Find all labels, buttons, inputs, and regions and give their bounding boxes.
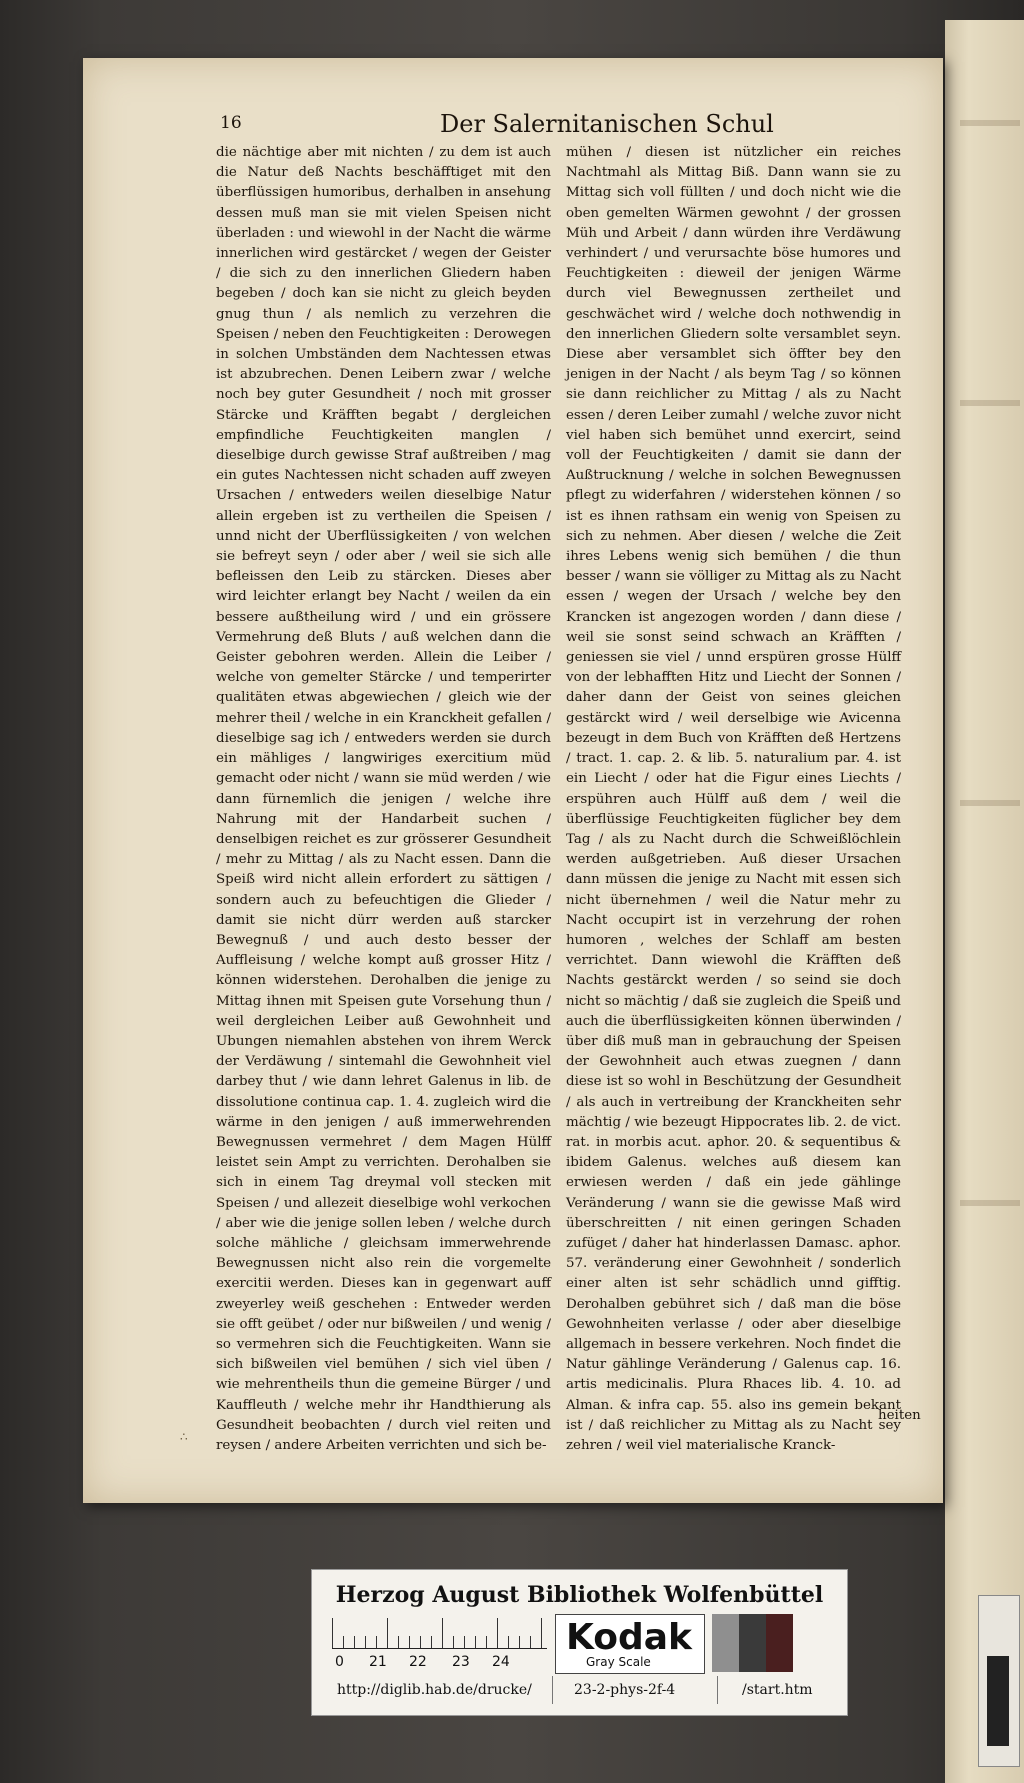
margin-mark: ∴	[180, 1430, 188, 1444]
library-title: Herzog August Bibliothek Wolfenbüttel	[335, 1582, 824, 1608]
catchword: heiten	[878, 1408, 921, 1423]
page-number: 16	[220, 113, 242, 133]
ruler-number: 24	[492, 1654, 510, 1670]
gray-swatch	[712, 1614, 739, 1672]
kodak-brand: Kodak	[566, 1617, 692, 1658]
source-url: http://diglib.hab.de/drucke/	[337, 1682, 532, 1698]
ruler-number: 21	[369, 1654, 387, 1670]
kodak-logo	[555, 1614, 705, 1674]
ruler-number: 23	[452, 1654, 470, 1670]
edge-ghost-line	[960, 400, 1020, 406]
divider	[552, 1676, 553, 1704]
edge-ghost-line	[960, 1200, 1020, 1206]
kodak-subtitle: Gray Scale	[586, 1655, 651, 1669]
edge-ghost-line	[960, 120, 1020, 126]
text-column-right: mühen / diesen ist nützlicher ein reiches Nachtmahl als Mittag Biß. Dann wann sie zu Mittag sich voll füllten / und doch nicht wie die oben gemelten Wärmen gewohnt / der grossen Müh und Arbeit / dann würden ihre Verdäwung verhindert / und verursachte böse humores und Feuchtigkeiten : dieweil der jenigen Wärme durch viel Bewegnussen zertheilet und geschwächet wird / welche doch nothwendig in den innerlichen Gliedern solte versamblet seyn. Diese aber versamblet sich öffter bey den jenigen in der Nacht / als beym Tag / so können sie dann reichlicher zu Mittag / als zu Nacht essen / deren Leiber zumahl / welche zuvor nicht viel haben sich bemühet unnd exercirt, seind voll der Feuchtigkeiten / damit sie dann der Außtrucknung / welche in solchen Bewegnussen pflegt zu widerfahren / widerstehen können / so ist es ihnen rathsam ein wenig von Speisen zu sich zu nehmen. Aber diesen / welche die Zeit ihres Lebens wenig sich bemühen / die thun besser / wann sie völliger zu Mittag als zu Nacht essen / wegen der Ursach / welche bey den Krancken ist angezogen worden / dann diese / weil sie sonst seind schwach an Kräfften / geniessen sie viel / unnd erspüren grosse Hülff von der lebhafften Hitz und Liecht der Sonnen / daher dann der Geist von seines gleichen gestärckt wird / weil derselbige wie Avicenna bezeugt in dem Buch von Kräfften deß Hertzens / tract. 1. cap. 2. & lib. 5. naturalium par. 4. ist ein Liecht / oder hat die Figur eines Liechts / erspühren auch Hülff auß dem / weil die überflüssige Feuchtigkeiten füglicher bey dem Tag / als zu Nacht durch die Schweißlöchlein werden außgetrieben. Auß dieser Ursachen dann müssen die jenige zu Nacht mit essen sich nicht übernehmen / weil die Natur mehr zu Nacht occupirt ist in verzehrung der rohen humoren , welches der Schlaff am besten verrichtet. Dann wiewohl die Kräfften deß Nachts gestärckt werden / so seind sie doch nicht so mächtig / daß sie zugleich die Speiß und auch die überflüssigkeiten können überwinden / über diß muß man in gebrauchung der Speisen der Gewohnheit auch etwas zuegnen / dann diese ist so wohl in Beschützung der Gesundheit / als auch in vertreibung der Kranckheiten sehr mächtig / wie bezeugt Hippocrates lib. 2. de vict. rat. in morbis acut. aphor. 20. & sequentibus & ibidem Galenus. welches auß diesem kan erwiesen werden / daß ein jede gählinge Veränderung / wann sie die gewisse Maß wird überschreitten / nit einen geringen Schaden zufüget / daher hat hinderlassen Damasc. aphor. 57. veränderung einer Gewohnheit / sonderlich einer alten ist sehr schädlich unnd gifftig. Derohalben gebühret sich / daß man die böse Gewohnheiten verlasse / oder aber dieselbige allgemach in bessere verkehren. Noch findet die Natur gählinge Veränderung / Galenus cap. 16. artis medicinalis. Plura Rhaces lib. 4. 10. ad Alman. & infra cap. 55. also ins gemein bekant ist / daß reichlicher zu Mittag als zu Nacht sey zehren / weil viel materialische Kranck-	[566, 145, 901, 1453]
shelfmark: 23-2-phys-2f-4	[574, 1682, 676, 1698]
ruler-number: 0	[335, 1654, 344, 1670]
start-path: /start.htm	[742, 1682, 813, 1698]
text-column-left: die nächtige aber mit nichten / zu dem ist auch die Natur deß Nachts beschäfftiget mit den überflüssigen humoribus, derhalben in ansehung dessen muß man sie mit vielen Speisen nicht überladen : und wiewohl in der Nacht die wärme innerlichen wird gestärcket / wegen der Geister / die sich zu den innerlichen Gliedern haben begeben / doch kan sie nicht zu gleich beyden gnug thun / als nemlich zu verzehren die Speisen / neben den Feuchtigkeiten : Derowegen in solchen Umbständen dem Nachtessen etwas ist abzubrechen. Denen Leibern zwar / welche noch bey guter Gesundheit / noch mit grosser Stärcke und Kräfften begabt / dergleichen empfindliche Feuchtigkeiten manglen / dieselbige durch gewisse Straf außtreiben / mag ein gutes Nachtessen nicht schaden auff zweyen Ursachen / entweders weilen dieselbige Natur allein ergeben ist zu vertheilen die Speisen / unnd nicht der Uberflüssigkeiten / von welchen sie befreyt seyn / oder aber / weil sie sich alle befleissen den Leib zu stärcken. Dieses aber wird leichter erlangt bey Nacht / weilen da ein bessere außtheilung wird / und ein grössere Vermehrung deß Bluts / auß welchen dann die Geister gebohren werden. Allein die Leiber / welche von gemelter Stärcke / und temperirter qualitäten etwas abgewiechen / gleich wie der mehrer theil / welche in ein Kranckheit gefallen / dieselbige sag ich / entweders werden sie durch ein mähliges / langwiriges exercitium müd gemacht oder nicht / wann sie müd werden / wie dann fürnemlich die jenigen / welche ihre Nahrung mit der Handarbeit suchen / denselbigen reichet es zur grösserer Gesundheit / mehr zu Mittag / als zu Nacht essen. Dann die Speiß wird nicht allein erfordert zu sättigen / sondern auch zu befeuchtigen die Glieder / damit sie nicht dürr werden auß starcker Bewegnuß / und auch desto besser der Auffleisung / welche kompt auß grosser Hitz / können widerstehen. Derohalben die jenige zu Mittag ihnen mit Speisen gute Vorsehung thun / weil dergleichen Leiber auß Gewohnheit und Ubungen niemahlen abstehen von ihrem Werck der Verdäwung / sintemahl die Gewohnheit viel darbey thut / wie dann lehret Galenus in lib. de dissolutione continua cap. 1. 4. zugleich wird die wärme in den jenigen / auß immerwehrenden Bewegnussen vermehret / dem Magen Hülff leistet sein Ampt zu verrichten. Derohalben sie sich in einem Tag dreymal voll stecken mit Speisen / und allezeit dieselbige wohl verkochen / aber wie die jenige sollen leben / welche durch solche mähliche / gleichsam immerwehrende Bewegnussen nicht also rein die vorgemelte exercitii werden. Dieses kan in gegenwart auff zweyerley weiß geschehen : Entweder werden sie offt geübet / oder nur bißweilen / und wenig / so vermehren sich die Feuchtigkeiten. Wann sie sich bißweilen viel bemühen / sich viel üben / wie mehrentheils thun die gemeine Bürger / und Kauffleuth / welche mehr ihr Handthierung als Gesundheit beobachten / durch viel reiten und reysen / andere Arbeiten verrichten und sich be-	[216, 145, 551, 1453]
gray-swatch	[766, 1614, 793, 1672]
ruler-number: 22	[409, 1654, 427, 1670]
scale-ruler	[332, 1618, 547, 1649]
divider	[717, 1676, 718, 1704]
edge-ghost-line	[960, 800, 1020, 806]
color-calibration-bar	[311, 1569, 848, 1716]
side-label-strip	[978, 1595, 1020, 1767]
side-label-dark-block	[987, 1656, 1009, 1746]
next-page-edge	[945, 20, 1024, 1783]
running-head: Der Salernitanischen Schul	[440, 110, 774, 138]
gray-swatch	[739, 1614, 766, 1672]
